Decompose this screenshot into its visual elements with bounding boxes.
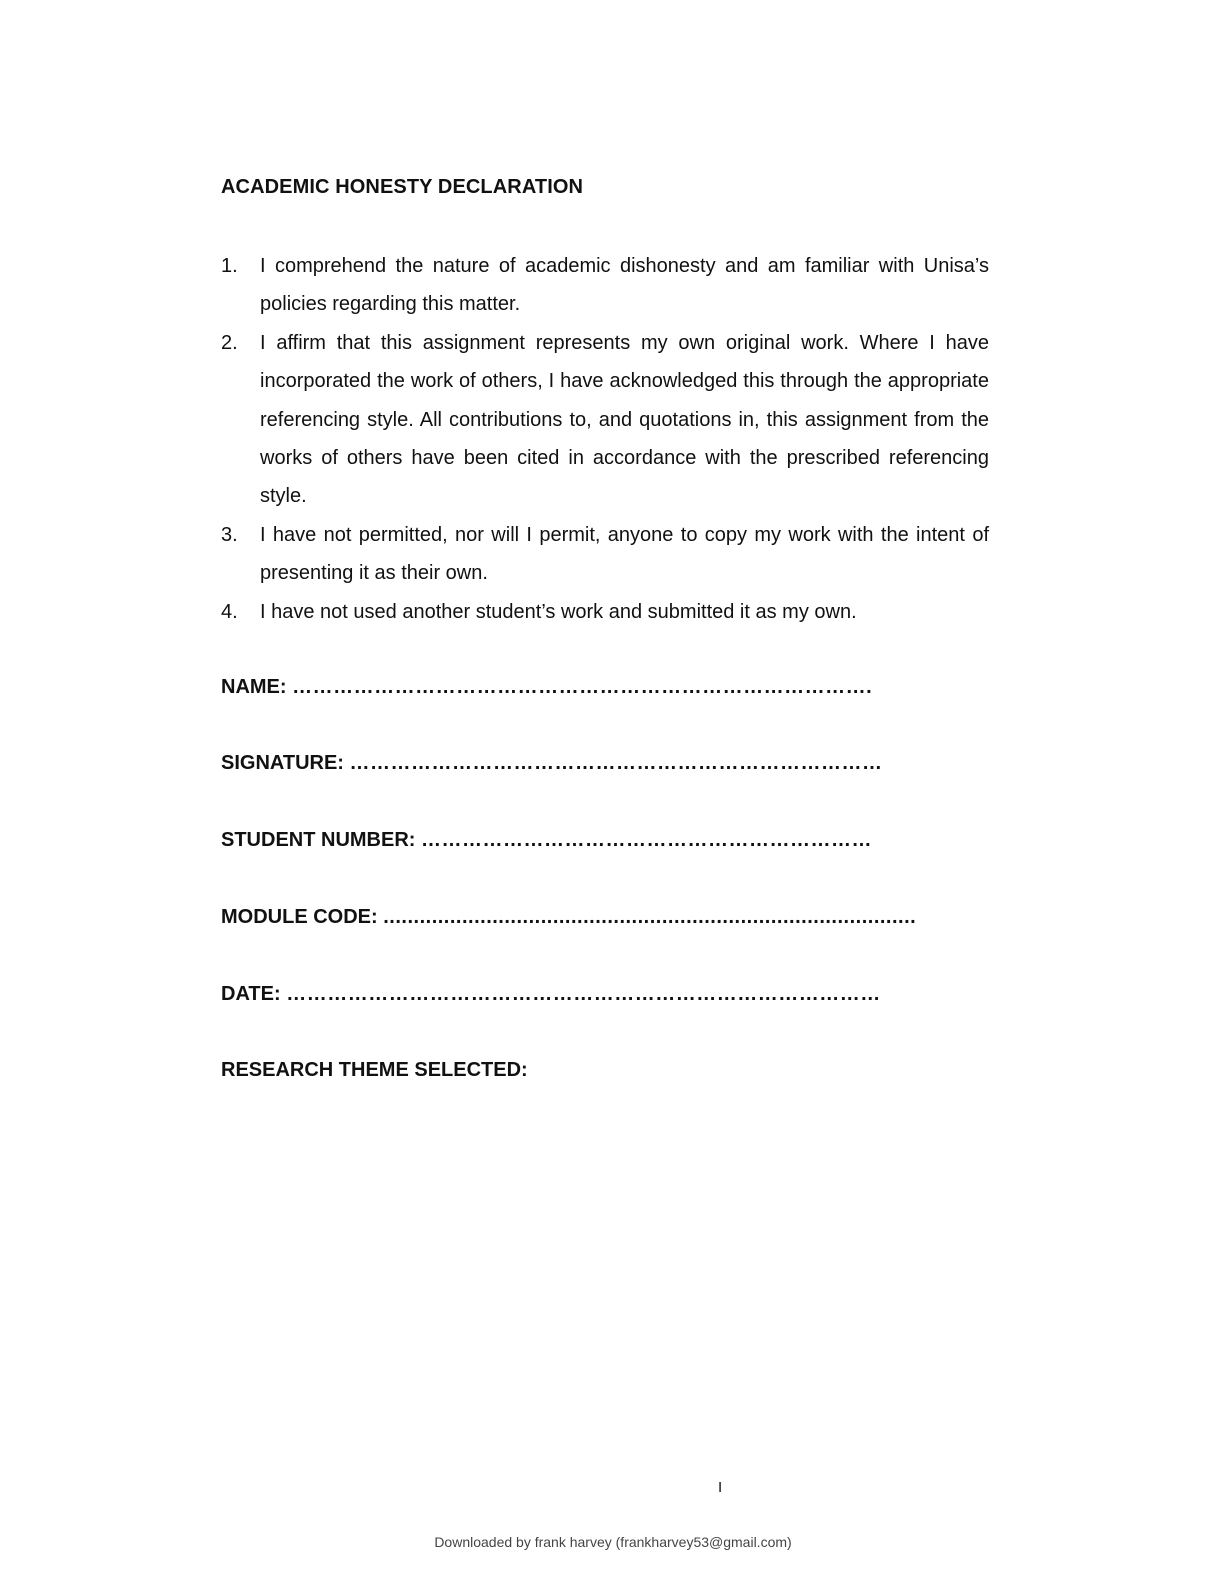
module-code-label: MODULE CODE: bbox=[221, 906, 378, 928]
name-dotted-line[interactable]: …………………………………………………………………………. bbox=[292, 676, 873, 698]
module-code-dotted-line[interactable]: ........................................................................................ bbox=[383, 906, 917, 928]
signature-dotted-line[interactable]: …………………………………………………………………… bbox=[349, 752, 883, 774]
student-number-label: STUDENT NUMBER: bbox=[221, 829, 416, 851]
date-dotted-line[interactable]: …………………………………………………………………………… bbox=[286, 983, 881, 1005]
item-number: 4. bbox=[221, 600, 238, 623]
declaration-item bbox=[221, 247, 989, 324]
item-text: I comprehend the nature of academic dishonesty and am familiar with Unisa’s policies regarding this matter. bbox=[260, 255, 989, 316]
student-number-dotted-line[interactable]: ………………………………………………………… bbox=[421, 829, 872, 851]
signature-field[interactable] bbox=[221, 752, 883, 775]
research-theme-field bbox=[221, 1059, 528, 1082]
item-number: 2. bbox=[221, 331, 238, 354]
declaration-item bbox=[221, 516, 989, 593]
declaration-heading: ACADEMIC HONESTY DECLARATION bbox=[221, 176, 584, 198]
declaration-list bbox=[221, 247, 989, 631]
date-label: DATE: bbox=[221, 983, 281, 1005]
declaration-item bbox=[221, 324, 989, 516]
item-text: I have not permitted, nor will I permit, anyone to copy my work with the intent of presenting it as their own. bbox=[260, 523, 989, 585]
footer-text: Downloaded by frank harvey (frankharvey53@gmail.com) bbox=[434, 1534, 792, 1550]
item-text: I affirm that this assignment represents my own original work. Where I have incorporated the work of others, I have acknowledged this through the appropriate referencing style. All contributions to, and quotations in, this assignment from the works of others have been cited in accordance with the prescribed referencing style. bbox=[260, 331, 989, 508]
item-number: 1. bbox=[221, 255, 238, 277]
name-label: NAME: bbox=[221, 676, 287, 698]
name-field[interactable] bbox=[221, 676, 872, 699]
research-theme-label: RESEARCH THEME SELECTED: bbox=[221, 1059, 528, 1081]
item-number: 3. bbox=[221, 523, 238, 546]
item-text: I have not used another student’s work and submitted it as my own. bbox=[260, 600, 857, 623]
declaration-item bbox=[221, 593, 989, 631]
signature-label: SIGNATURE: bbox=[221, 752, 344, 774]
module-code-field[interactable] bbox=[221, 906, 916, 929]
student-number-field[interactable] bbox=[221, 829, 872, 852]
download-footer bbox=[0, 1534, 1224, 1550]
date-field[interactable] bbox=[221, 983, 881, 1006]
page-number: I bbox=[718, 1479, 723, 1496]
